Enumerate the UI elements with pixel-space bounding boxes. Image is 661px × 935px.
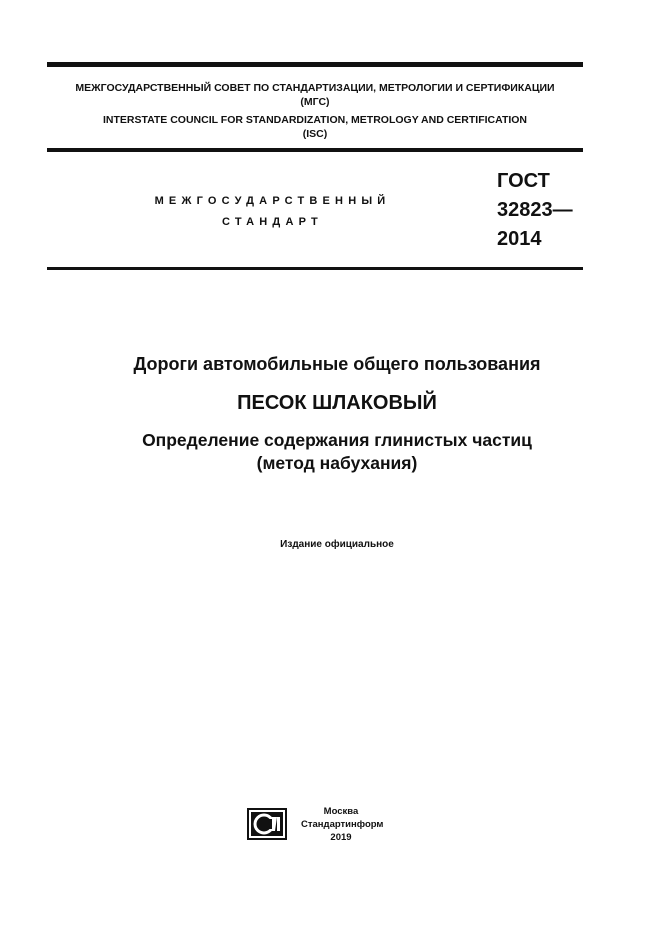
title-line-3: Определение содержания глинистых частиц: [142, 430, 532, 450]
gost-label: ГОСТ: [497, 170, 550, 192]
council-name-en-abbr: (ISC): [302, 128, 328, 140]
title-line-4: (метод набухания): [256, 453, 418, 473]
gost-year: 2014: [497, 228, 542, 250]
standard-kind-line1: МЕЖГОСУДАРСТВЕННЫЙ: [154, 195, 391, 207]
edition-note: Издание официальное: [280, 539, 394, 550]
bottom-rule: [47, 267, 583, 270]
standard-kind: [130, 191, 415, 233]
council-name-en: [47, 113, 583, 141]
council-name-en-line1: INTERSTATE COUNCIL FOR STANDARDIZATION, METROLOGY AND CERTIFICATION: [102, 114, 528, 126]
top-rule: [47, 62, 583, 67]
council-name-ru: [47, 81, 583, 109]
council-name-ru-abbr: (МГС): [300, 96, 330, 108]
imprint-city: Москва: [323, 806, 359, 817]
standartinform-logo-icon: [247, 808, 287, 840]
council-name-ru-line1: МЕЖГОСУДАРСТВЕННЫЙ СОВЕТ ПО СТАНДАРТИЗАЦИИ, МЕТРОЛОГИИ И СЕРТИФИКАЦИИ: [75, 82, 555, 94]
imprint-publisher: Стандартинформ: [301, 819, 384, 830]
imprint-year: 2019: [330, 832, 352, 843]
gost-designation: [497, 167, 597, 254]
standard-kind-line2: СТАНДАРТ: [222, 216, 323, 228]
title-line-2: ПЕСОК ШЛАКОВЫЙ: [237, 392, 437, 414]
middle-rule: [47, 148, 583, 152]
title-line-1: Дороги автомобильные общего пользования: [133, 354, 541, 374]
gost-number: 32823—: [497, 199, 573, 221]
imprint: [301, 805, 384, 844]
